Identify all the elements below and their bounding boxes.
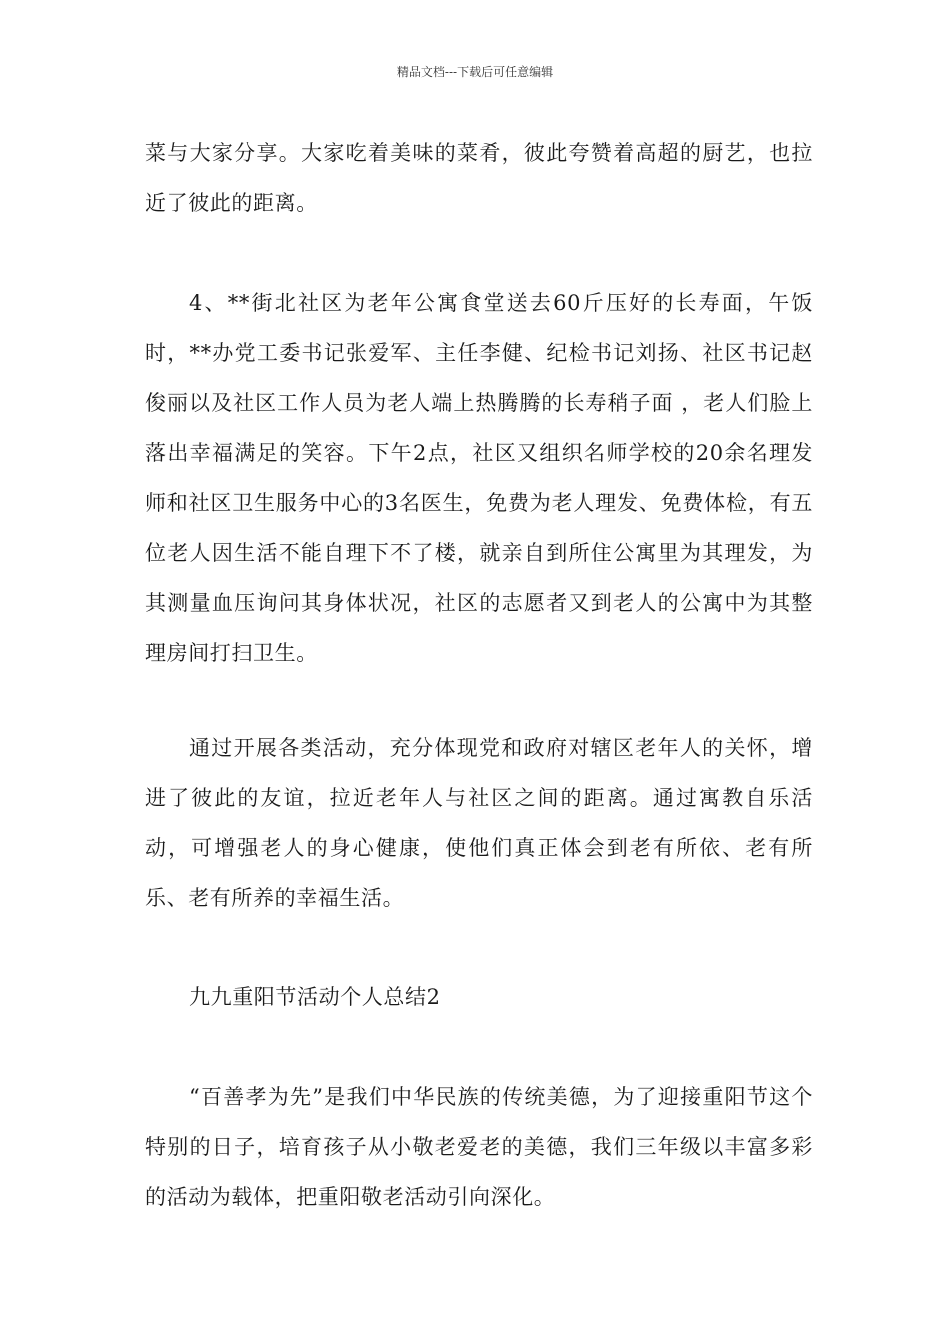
paragraph-item-4: 4、**街北社区为老年公寓食堂送去60斤压好的长寿面，午饭时，**办党工委书记张爱军、主任李健、纪检书记刘扬、社区书记赵俊丽以及社区工作人员为老人端上热腾腾的长寿稍子面 ，老人们脸上落出幸福满足的笑容。下午2点，社区又组织名师学校的20余名理发师和社区卫生服务中心的3名医生，免费为老人理发、免费体检，有五位老人因生活不能自理下不了楼，就亲自到所住公寓里为其理发，为其测量血压询问其身体状况，社区的志愿者又到老人的公寓中为其整理房间打扫卫生。 <box>145 291 813 665</box>
paragraph-continuation: 菜与大家分享。大家吃着美味的菜肴，彼此夸赞着高超的厨艺，也拉近了彼此的距离。 <box>145 141 813 215</box>
section-heading: 九九重阳节活动个人总结2 <box>189 985 441 1009</box>
paragraph-intro-2: “百善孝为先”是我们中华民族的传统美德，为了迎接重阳节这个特别的日子，培育孩子从小敬老爱老的美德，我们三年级以丰富多彩的活动为载体，把重阳敬老活动引向深化。 <box>145 1085 813 1209</box>
page-header: 精品文档---下载后可任意编辑 <box>396 65 554 79</box>
paragraph-summary: 通过开展各类活动，充分体现党和政府对辖区老年人的关怀，增进了彼此的友谊，拉近老年人与社区之间的距离。通过寓教自乐活动，可增强老人的身心健康，使他们真正体会到老有所依、老有所乐、老有所养的幸福生活。 <box>145 736 813 910</box>
